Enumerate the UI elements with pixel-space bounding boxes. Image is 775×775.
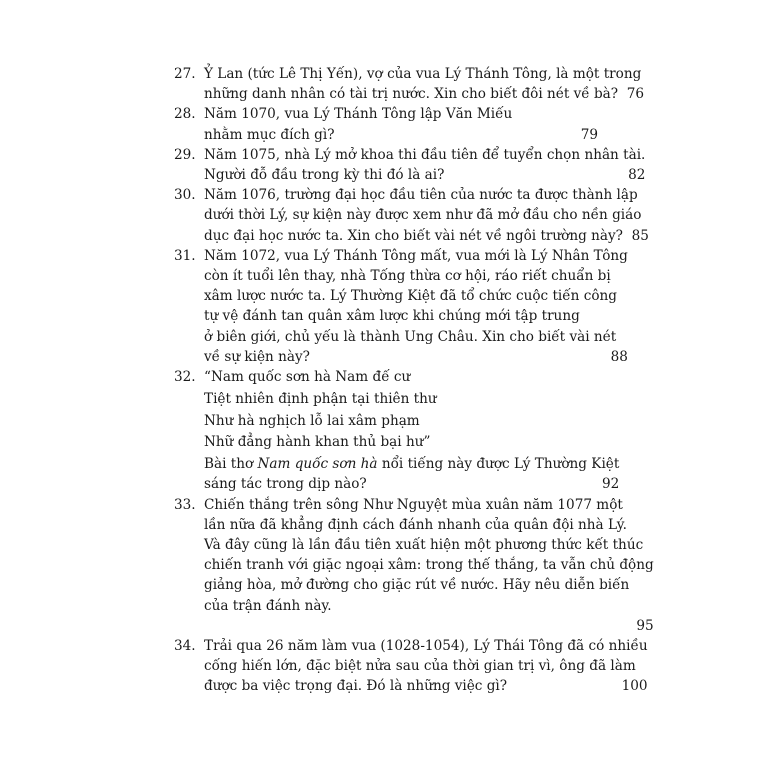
poem-quote [204, 367, 619, 454]
entry-line: Năm 1076, trường đại học đầu tiên của nước ta được thành lập [204, 187, 638, 204]
entry-number: 30. [174, 187, 196, 204]
entry-line: Người đỗ đầu trong kỳ thi đó là ai? [204, 167, 445, 184]
entry-line: Năm 1070, vua Lý Thánh Tông lập Văn Miếu [204, 106, 513, 123]
page-number: 92 [602, 476, 620, 493]
toc-entry-31 [174, 246, 628, 367]
entry-line: ở biên giới, chủ yếu là thành Ung Châu. Xin cho biết vài nét [204, 328, 617, 345]
poem-title: Nam quốc sơn hà [257, 456, 378, 473]
entry-line: Và đây cũng là lần đầu tiên xuất hiện một phương thức kết thúc [204, 537, 644, 554]
entry-number: 32. [174, 369, 196, 386]
page-number: 88 [610, 348, 628, 365]
entry-number: 29. [174, 146, 196, 163]
entry-text [204, 636, 648, 697]
entry-line: sáng tác trong dịp nào? [204, 476, 367, 493]
entry-line: giảng hòa, mở đường cho giặc rút về nước. Hãy nêu diễn biến [204, 577, 630, 594]
entry-line: Chiến thắng trên sông Như Nguyệt mùa xuân năm 1077 một [204, 496, 623, 513]
toc-entry-34 [174, 636, 648, 697]
entry-line: Năm 1075, nhà Lý mở khoa thi đầu tiên để tuyển chọn nhân tài. [204, 146, 646, 163]
entry-number: 28. [174, 106, 196, 123]
entry-text [204, 185, 649, 246]
page-number: 85 [631, 227, 649, 244]
poem-line: Như hà nghịch lỗ lai xâm phạm [204, 412, 420, 429]
entry-text [204, 145, 645, 185]
entry-line: Trải qua 26 năm làm vua (1028-1054), Lý Thái Tông đã có nhiều [204, 638, 648, 655]
entry-text [204, 367, 619, 495]
entry-number: 33. [174, 496, 196, 513]
entry-line: Năm 1072, vua Lý Thánh Tông mất, vua mới là Lý Nhân Tông [204, 247, 628, 264]
page-number: 95 [636, 617, 654, 634]
entry-number: 31. [174, 247, 196, 264]
toc-entry-29 [174, 145, 646, 185]
toc-entry-30 [174, 185, 649, 246]
entry-line: nhằm mục đích gì? [204, 126, 335, 143]
entry-line: những danh nhân có tài trị nước. Xin cho biết đôi nét về bà? [204, 86, 619, 103]
poem-line: Tiệt nhiên định phận tại thiên thư [204, 390, 437, 407]
toc-entry-28 [174, 104, 598, 144]
entry-text [204, 104, 598, 144]
entry-line: xâm lược nước ta. Lý Thường Kiệt đã tổ chức cuộc tiến công [204, 288, 617, 305]
entry-line: tự vệ đánh tan quân xâm lược khi chúng mới tập trung [204, 308, 580, 325]
entry-text [204, 64, 644, 104]
entry-line: chiến tranh với giặc ngoại xâm: trong thế thắng, ta vẫn chủ động [204, 557, 654, 574]
page-number: 100 [621, 678, 648, 695]
toc-entry-27 [174, 64, 645, 104]
table-of-contents [174, 64, 654, 697]
page-number: 82 [628, 167, 646, 184]
question-suffix: nổi tiếng này được Lý Thường Kiệt [377, 456, 620, 473]
page-number: 79 [580, 126, 598, 143]
entry-line [204, 454, 619, 474]
entry-line: của trận đánh này. [204, 597, 332, 614]
entry-line: Ỷ Lan (tức Lê Thị Yến), vợ của vua Lý Thánh Tông, là một trong [204, 66, 642, 82]
question-prefix: Bài thơ [204, 456, 258, 473]
poem-line: Nhữ đẳng hành khan thủ bại hư” [204, 434, 431, 451]
entry-line: về sự kiện này? [204, 348, 310, 365]
entry-line: còn ít tuổi lên thay, nhà Tống thừa cơ hội, ráo riết chuẩn bị [204, 268, 611, 285]
page-number-line [204, 616, 654, 636]
entry-line: cống hiến lớn, đặc biệt nửa sau của thời gian trị vì, ông đã làm [204, 658, 636, 675]
entry-number: 27. [174, 66, 196, 82]
entry-line: dưới thời Lý, sự kiện này được xem như đã mở đầu cho nền giáo [204, 207, 642, 224]
entry-line: lần nữa đã khẳng định cách đánh nhanh của quân đội nhà Lý. [204, 516, 627, 533]
entry-number: 34. [174, 638, 196, 655]
toc-entry-33 [174, 495, 654, 636]
poem-line: “Nam quốc sơn hà Nam đế cư [204, 369, 411, 386]
entry-line: được ba việc trọng đại. Đó là những việc gì? [204, 678, 508, 695]
entry-text [204, 246, 628, 367]
entry-line: dục đại học nước ta. Xin cho biết vài nét về ngôi trường này? [204, 227, 623, 244]
page-number: 76 [626, 86, 645, 103]
entry-text [204, 495, 654, 636]
toc-entry-32 [174, 367, 620, 495]
